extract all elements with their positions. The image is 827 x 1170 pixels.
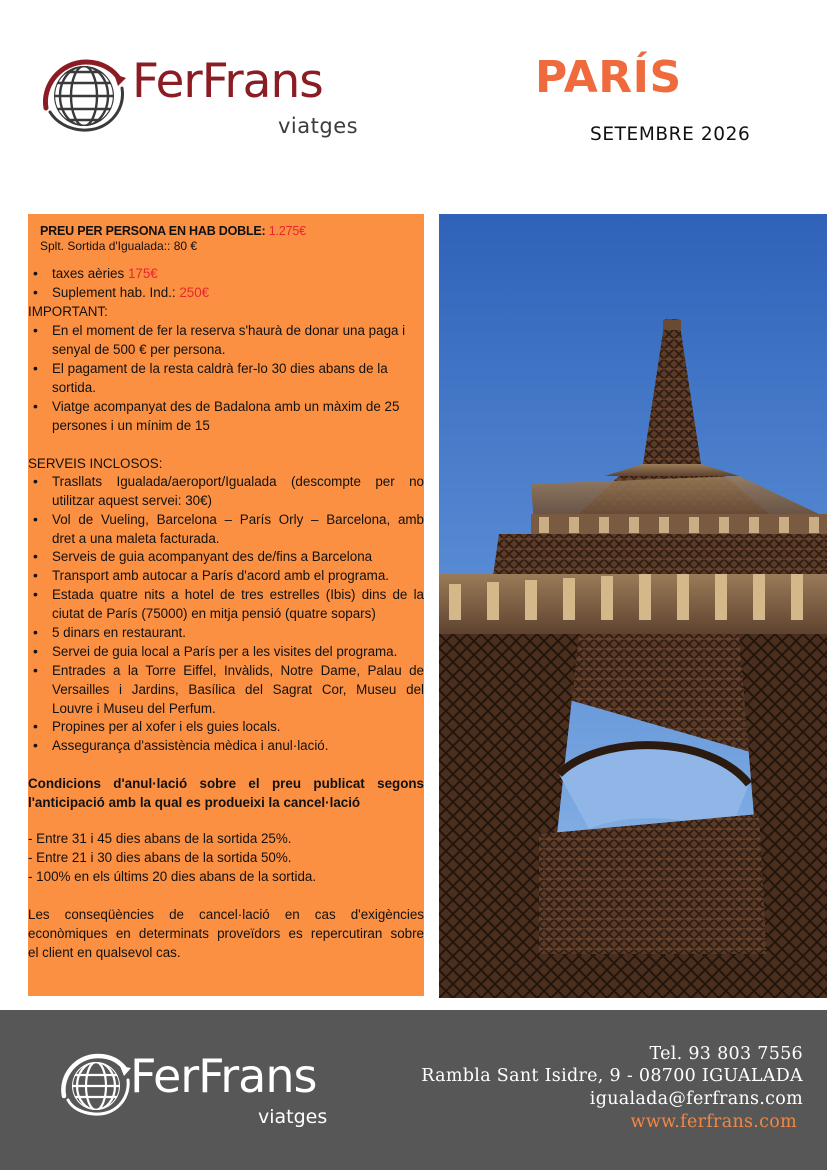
destination-title: PARÍS — [535, 52, 682, 103]
list-item: • Trasllats Igualada/aeroport/Igualada (descompte per no utilitzar aquest servei: 30€) — [52, 472, 424, 510]
globe-icon — [40, 56, 132, 134]
list-item: • Serveis de guia acompanyant des de/fins a Barcelona — [52, 547, 424, 566]
list-item: • Propines per al xofer i els guies locals. — [52, 717, 424, 736]
contact-email[interactable]: igualada@ferfrans.com — [589, 1089, 803, 1109]
contact-web-link[interactable]: www.ferfrans.com — [630, 1112, 797, 1132]
info-panel — [28, 214, 424, 996]
important-heading: IMPORTANT: — [28, 304, 108, 319]
brand-logo — [40, 52, 380, 152]
cancellation-heading: Condicions d'anul·lació sobre el preu publicat segons l'anticipació amb la qual es produeixi la cancel·lació — [28, 776, 424, 810]
price-line — [40, 224, 306, 239]
cancellation-note: Les conseqüències de cancel·lació en cas d'exigències econòmiques en determinats proveïdors es repercutiran sobre el client en qualsevol cas. — [28, 907, 424, 960]
price-value: 1.275€ — [268, 224, 306, 238]
eiffel-tower-image — [439, 214, 827, 998]
contact-address: Rambla Sant Isidre, 9 - 08700 IGUALADA — [421, 1066, 803, 1086]
list-item: • Assegurança d'assistència mèdica i anul·lació. — [52, 736, 424, 755]
cancellation-item: - Entre 21 i 30 dies abans de la sortida 50%. — [28, 850, 292, 865]
list-item: • Vol de Vueling, Barcelona – París Orly – Barcelona, amb dret a una maleta facturada. — [52, 510, 424, 548]
extra-item: • taxes aèries 175€ — [52, 264, 424, 283]
supplement-line: Splt. Sortida d'Igualada:: 80 € — [40, 239, 198, 253]
list-item: • Estada quatre nits a hotel de tres estrelles (Ibis) dins de la ciutat de París (75000) en mitja pensió (quatre sopars) — [52, 585, 424, 623]
list-item: • El pagament de la resta caldrà fer-lo 30 dies abans de la sortida. — [52, 359, 424, 397]
list-item: • Servei de guia local a París per a les visites del programa. — [52, 642, 424, 661]
price-label: PREU PER PERSONA EN HAB DOBLE: — [40, 224, 266, 238]
list-item: • En el moment de fer la reserva s'haurà de donar una paga i senyal de 500 € per persona. — [52, 321, 424, 359]
brand-sub: viatges — [278, 114, 359, 138]
eiffel-tower-photo — [439, 214, 827, 998]
extra-item: • Suplement hab. Ind.: 250€ — [52, 283, 424, 302]
list-item: • Entrades a la Torre Eiffel, Invàlids, Notre Dame, Palau de Versailles i Jardins, Basílica del Sagrat Cor, Museu del Louvre i Museu del Perfum. — [52, 661, 424, 718]
footer-logo — [58, 1049, 358, 1142]
cancellation-item: - 100% en els últims 20 dies abans de la sortida. — [28, 869, 317, 884]
brand-name: FerFrans — [132, 54, 323, 109]
trip-date: SETEMBRE 2026 — [590, 124, 751, 145]
footer-brand-name: FerFrans — [130, 1049, 317, 1103]
footer-brand-sub: viatges — [258, 1106, 328, 1128]
list-item: • 5 dinars en restaurant. — [52, 623, 424, 642]
services-heading: SERVEIS INCLOSOS: — [28, 456, 163, 471]
list-item: • Viatge acompanyat des de Badalona amb un màxim de 25 persones i un mínim de 15 — [52, 397, 424, 435]
globe-icon — [58, 1052, 134, 1118]
cancellation-item: - Entre 31 i 45 dies abans de la sortida 25%. — [28, 831, 292, 846]
list-item: • Transport amb autocar a París d'acord amb el programa. — [52, 566, 424, 585]
contact-phone[interactable]: Tel. 93 803 7556 — [649, 1044, 803, 1064]
